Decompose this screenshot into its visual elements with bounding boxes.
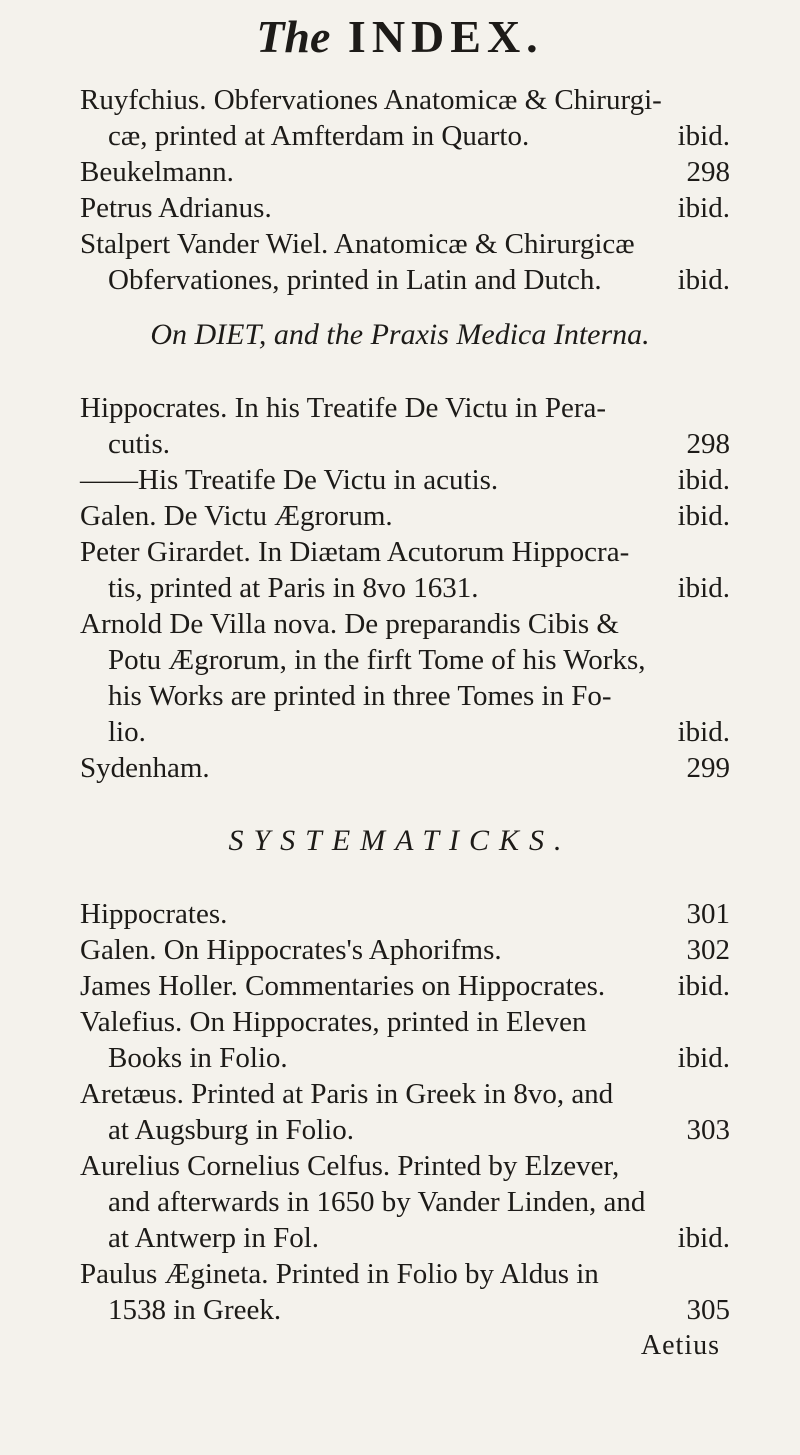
page-ref: ibid. [677, 716, 730, 748]
page-ref: 302 [686, 934, 730, 966]
index-entry [80, 1004, 730, 1076]
page-ref: ibid. [677, 572, 730, 604]
page-ref: ibid. [677, 192, 730, 224]
page-ref: ibid. [677, 500, 730, 532]
entry-line: Arnold De Villa nova. De preparandis Cibis & [80, 608, 619, 640]
entry-line: Paulus Ægineta. Printed in Folio by Aldus in [80, 1258, 599, 1290]
entry-line: Galen. De Victu Ægrorum. ibid. [80, 500, 730, 532]
page-ref: ibid. [677, 264, 730, 296]
entry-line: his Works are printed in three Tomes in Fo- [108, 680, 612, 712]
index-entry [80, 226, 730, 298]
entry-line: Aurelius Cornelius Celfus. Printed by Elzever, [80, 1150, 620, 1182]
page-title [0, 10, 800, 63]
entry-line: ——His Treatife De Victu in acutis. ibid. [80, 464, 730, 496]
index-entry [80, 968, 730, 1004]
entry-line: Potu Ægrorum, in the firft Tome of his Works, [108, 644, 646, 676]
page-ref: ibid. [677, 1042, 730, 1074]
page-ref: 301 [686, 898, 730, 930]
entry-line: Hippocrates. 301 [80, 898, 730, 930]
entry-line: and afterwards in 1650 by Vander Linden, and [108, 1186, 646, 1218]
entry-line: at Augsburg in Folio. 303 [108, 1114, 730, 1146]
title-index: INDEX. [347, 11, 544, 62]
entry-line: lio. ibid. [108, 716, 730, 748]
entry-line: Aretæus. Printed at Paris in Greek in 8vo, and [80, 1078, 614, 1110]
entry-line: Galen. On Hippocrates's Aphorifms. 302 [80, 934, 730, 966]
index-entry [80, 390, 730, 462]
page-ref: 303 [686, 1114, 730, 1146]
index-entry [80, 932, 730, 968]
index-entry [80, 1256, 730, 1328]
entry-line: Peter Girardet. In Diætam Acutorum Hippocra- [80, 536, 630, 568]
index-entry [80, 1148, 730, 1256]
entry-line: Sydenham. 299 [80, 752, 730, 784]
index-entry [80, 534, 730, 606]
entry-line: Hippocrates. In his Treatife De Victu in Pera- [80, 392, 607, 424]
entry-line: Stalpert Vander Wiel. Anatomicæ & Chirurgicæ [80, 228, 635, 260]
index-entry [80, 190, 730, 226]
index-entry [80, 750, 730, 786]
entry-line: Valefius. On Hippocrates, printed in Eleven [80, 1006, 587, 1038]
page-ref: 298 [686, 156, 730, 188]
entry-line: Books in Folio. ibid. [108, 1042, 730, 1074]
section-heading-diet: On DIET, and the Praxis Medica Interna. [150, 318, 650, 351]
entry-line: at Antwerp in Fol. ibid. [108, 1222, 730, 1254]
catchword: Aetius [640, 1330, 720, 1361]
entry-line: cutis. 298 [108, 428, 730, 460]
entry-line: Petrus Adrianus. ibid. [80, 192, 730, 224]
page-ref: 299 [686, 752, 730, 784]
page-ref: ibid. [677, 120, 730, 152]
entry-line: cæ, printed at Amfterdam in Quarto. ibid. [108, 120, 730, 152]
page-ref: ibid. [677, 1222, 730, 1254]
section-heading-systematicks: SYSTEMATICKS. [228, 824, 572, 857]
index-entry [80, 154, 730, 190]
entry-line: Beukelmann. 298 [80, 156, 730, 188]
index-entry [80, 606, 730, 750]
page-ref: 298 [686, 428, 730, 460]
entry-line: tis, printed at Paris in 8vo 1631. ibid. [108, 572, 730, 604]
index-entry [80, 498, 730, 534]
page-ref: ibid. [677, 464, 730, 496]
index-entry [80, 82, 730, 154]
entry-line: 1538 in Greek. 305 [108, 1294, 730, 1326]
page-ref: 305 [686, 1294, 730, 1326]
index-entry [80, 1076, 730, 1148]
title-the: The [256, 11, 331, 62]
index-entry [80, 462, 730, 498]
page-ref: ibid. [677, 970, 730, 1002]
entry-line: Ruyfchius. Obfervationes Anatomicæ & Chirurgi- [80, 84, 662, 116]
index-entry [80, 896, 730, 932]
entry-line: James Holler. Commentaries on Hippocrates. ibid. [80, 970, 730, 1002]
entry-line: Obfervationes, printed in Latin and Dutch. ibid. [108, 264, 730, 296]
